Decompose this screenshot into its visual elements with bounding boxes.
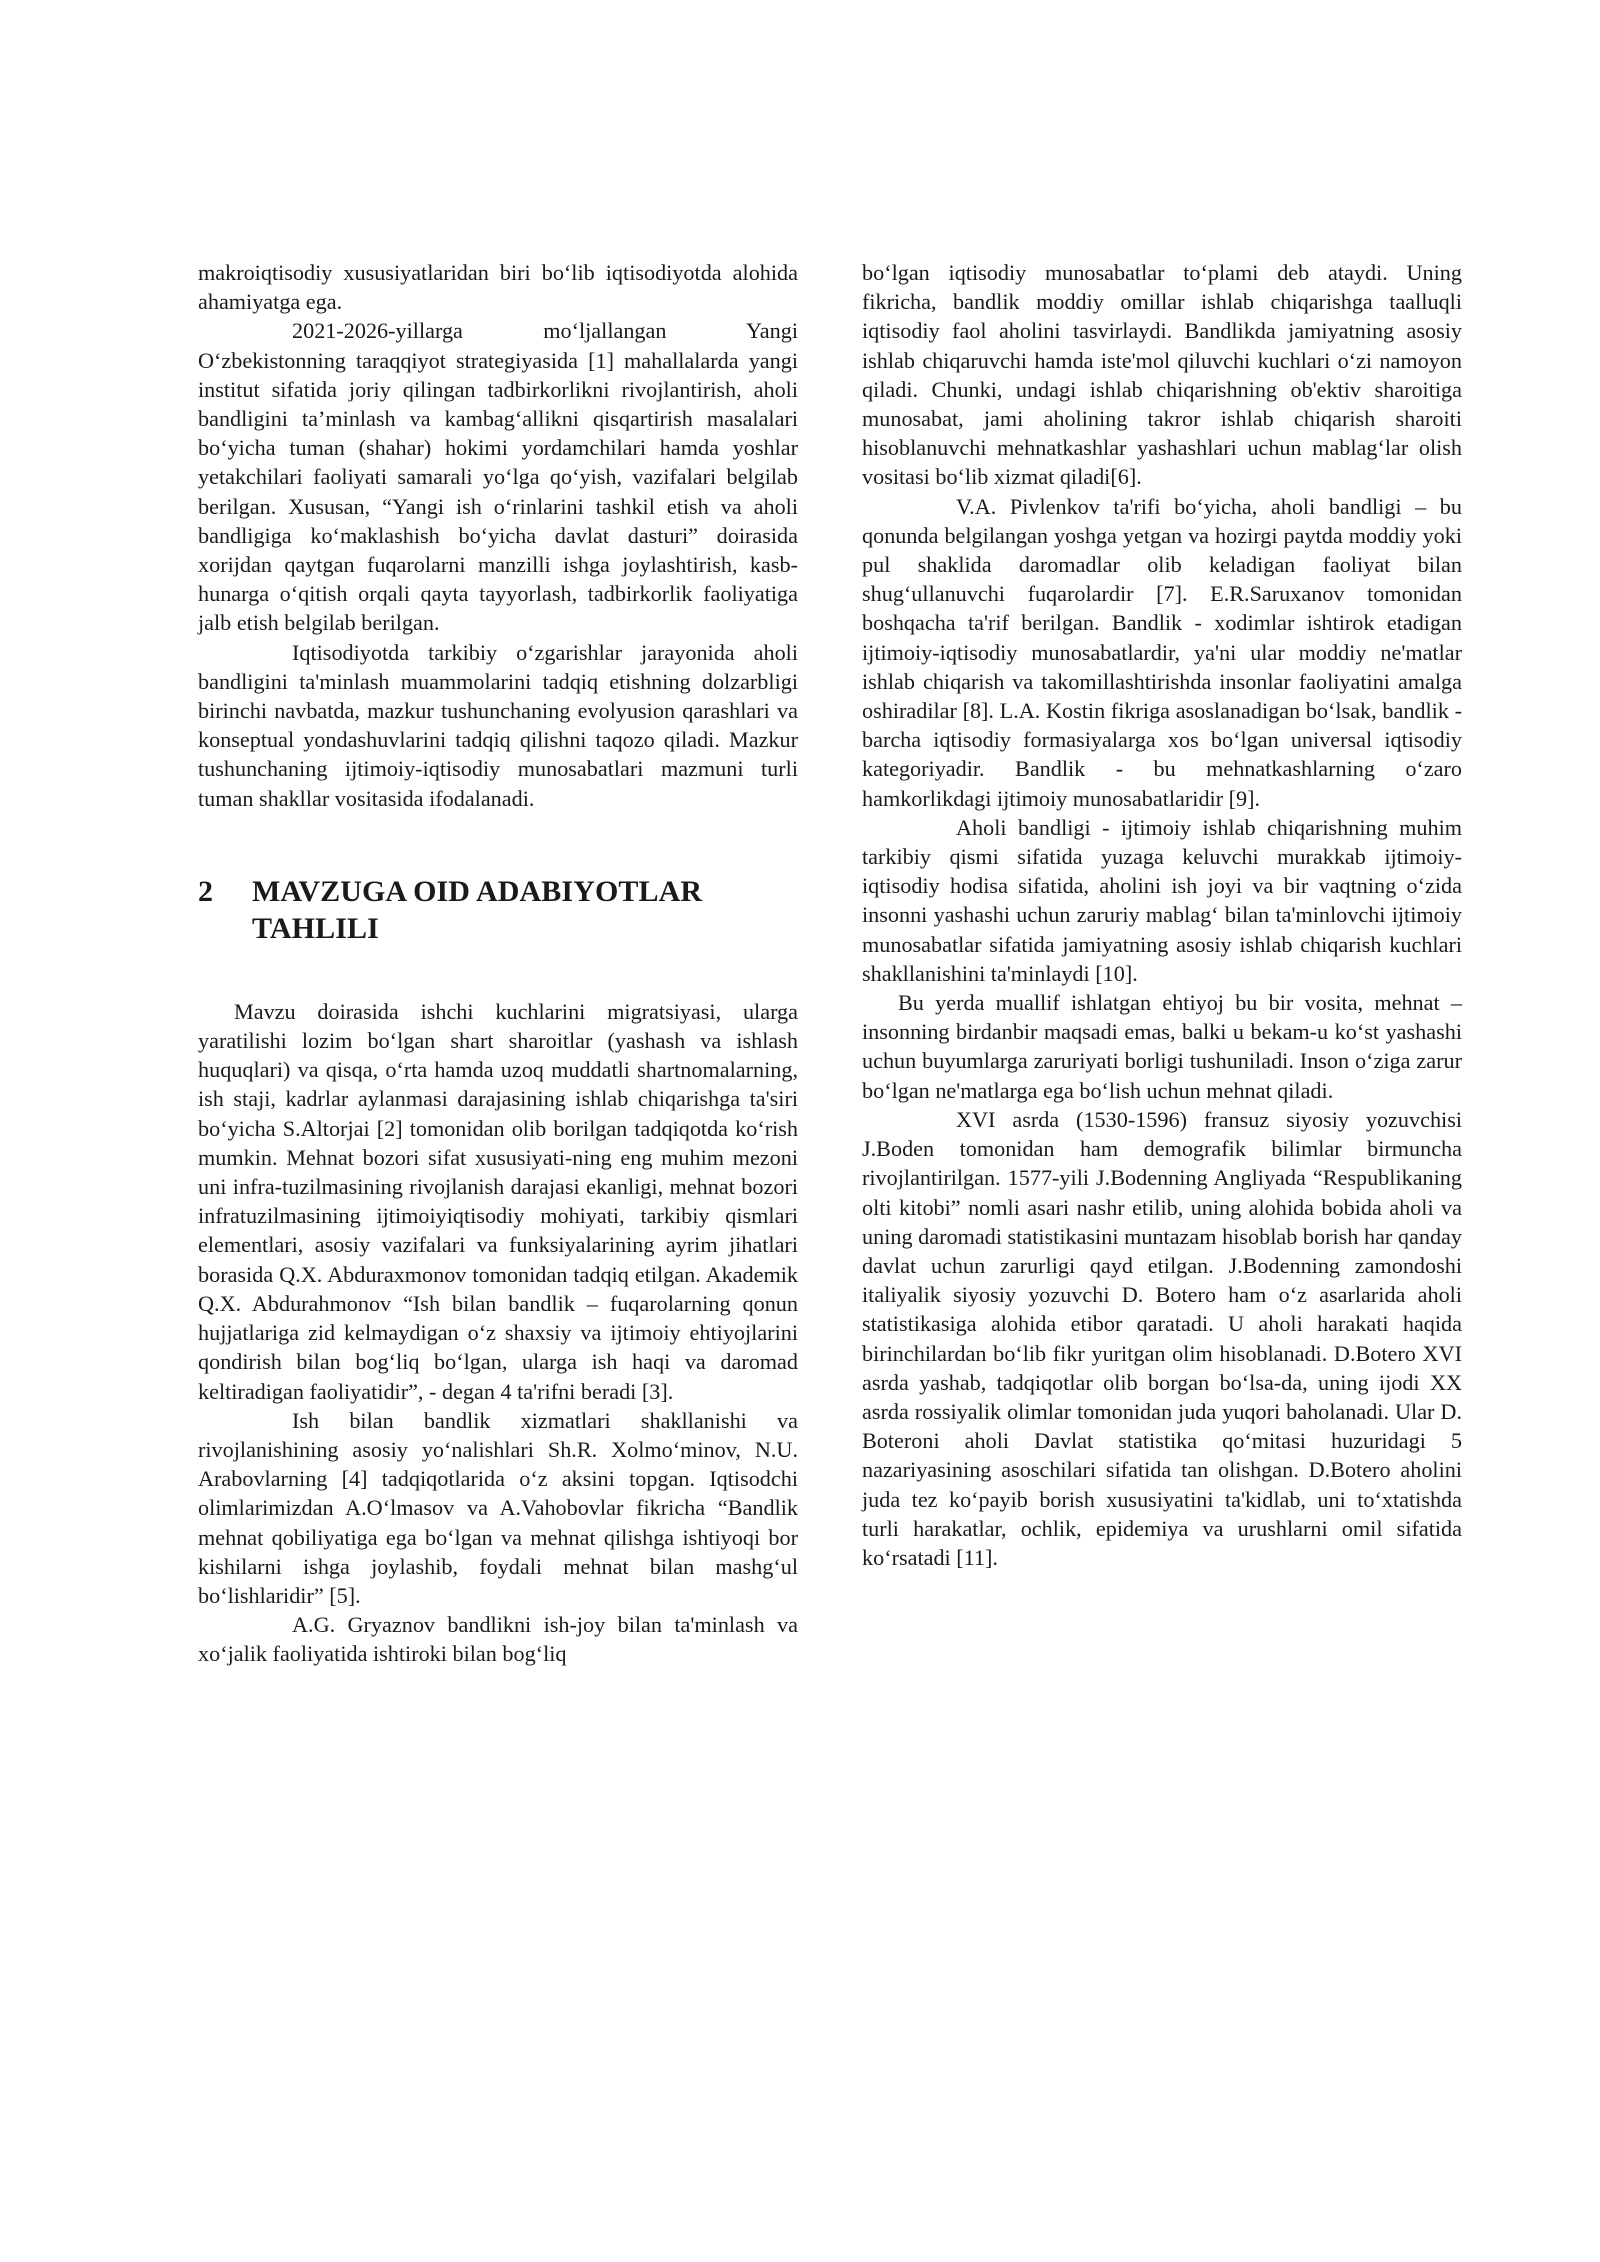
paragraph: bo‘lgan iqtisodiy munosabatlar to‘plami deb ataydi. Uning fikricha, bandlik moddiy omillar ishlab chiqarishga taalluqli iqtisodiy faol aholini tasvirlaydi. Bandlikda jamiyatning asosiy ishlab chiqaruvchi hamda iste'mol qiluvchi kuchlari o‘zi namoyon qiladi. Chunki, undagi ishlab chiqarishning ob'ektiv sharoitiga munosabat, jami aholining takror ishlab chiqarish sharoiti hisoblanuvchi mehnatkashlar yashashlari uchun mablag‘lar olish vositasi bo‘lib xizmat qiladi[6]. xyxy=(862,260,1462,490)
paragraph: 2021-2026-yillarga mo‘ljallangan Yangi O‘zbekistonning taraqqiyot strategiyasida [1] mahallalarda yangi institut sifatida joriy qilingan tadbirkorlikni rivojlantirish, aholi bandligini ta’minlash va kambag‘allikni qisqartirish masalalari bo‘yicha tuman (shahar) hokimi yordamchilari hamda yoshlar yetakchilari faoliyati samarali yo‘lga qo‘yish, vazifalari belgilab berilgan. Xususan, “Yangi ish o‘rinlarini tashkil etish va aholi bandligiga ko‘maklashish bo‘yicha davlat dasturi” doirasida xorijdan qaytgan fuqarolarni manzilli ishga joylashtirish, kasb-hunarga o‘qitish orqali qayta tayyorlash, tadbirkorlik faoliyatiga jalb etish belgilab berilgan. xyxy=(198,318,798,636)
paragraph: V.A. Pivlenkov ta'rifi bo‘yicha, aholi bandligi – bu qonunda belgilangan yoshga yetgan va hozirgi paytda moddiy yoki pul shaklida daromadlar olib keladigan faoliyat bilan shug‘ullanuvchi fuqarolardir [7]. E.R.Saruxanov tomonidan boshqacha ta'rif berilgan. Bandlik - xodimlar ishtirok etadigan ijtimoiy-iqtisodiy munosabatlardir, ya'ni ular moddiy ne'matlar ishlab chiqarish va takomillashtirishda insonlar faoliyatini amalga oshiradilar [8]. L.A. Kostin fikriga asoslanadigan bo‘lsak, bandlik - barcha iqtisodiy formasiyalarga xos bo‘lgan universal iqtisodiy kategoriyadir. Bandlik - bu mehnatkashlarning o‘zaro hamkorlikdagi ijtimoiy munosabatlaridir [9]. xyxy=(862,493,1462,811)
paragraph: Ish bilan bandlik xizmatlari shakllanishi va rivojlanishining asosiy yo‘nalishlari Sh.R. Xolmo‘minov, N.U. Arabovlarning [4] tadqiqotlarida o‘z aksini topgan. Iqtisodchi olimlarimizdan A.O‘lmasov va A.Vahobovlar fikricha “Bandlik mehnat qobiliyatiga ega bo‘lgan va mehnat qilishga ishtiyoqi bor kishilarni ishga joylashib, foydali mehnat bilan mashg‘ul bo‘lishlaridir” [5]. xyxy=(198,1407,798,1608)
paragraph: Mavzu doirasida ishchi kuchlarini migratsiyasi, ularga yaratilishi lozim bo‘lgan shart sharoitlar (yashash va ishlash huquqlari) va qisqa, o‘rta hamda uzoq muddatli shartnomalarning, ish staji, kadrlar aylanmasi darajasining ishlab chiqarishga ta'siri bo‘yicha S.Altorjai [2] tomonidan olib borilgan tadqiqotda ko‘rish mumkin. Mehnat bozori sifat xususiyati-ning eng muhim mezoni uni infra-tuzilmasining rivojlanish darajasi ekanligi, mehnat bozori infratuzilmasining ijtimoiyiqtisodiy mohiyati, tarkibiy qismlari elementlari, asosiy vazifalari va funksiyalarining ayrim jihatlari borasida Q.X. Abduraxmonov tomonidan tadqiq etilgan. Akademik Q.X. Abdurahmonov “Ish bilan bandlik – fuqarolarning qonun hujjatlariga zid kelmaydigan o‘z shaxsiy va ijtimoiy ehtiyojlarini qondirish bilan bog‘liq bo‘lgan, ularga ish haqi va daromad keltiradigan faoliyatidir”, - degan 4 ta'rifni beradi [3]. xyxy=(198,998,798,1404)
paragraph: Aholi bandligi - ijtimoiy ishlab chiqarishning muhim tarkibiy qismi sifatida yuzaga keluvchi murakkab ijtimoiy-iqtisodiy hodisa sifatida, aholini ish joyi va bir vaqtning o‘zida insonni yashashi uchun zaruriy mablag‘ bilan ta'minlovchi ijtimoiy munosabatlar sifatida jamiyatning asosiy ishlab chiqarish kuchlari shakllanishini ta'minlaydi [10]. xyxy=(862,814,1462,986)
section-title: MAVZUGA OID ADABIYOTLAR TAHLILI xyxy=(252,874,703,945)
paragraph: makroiqtisodiy xususiyatlaridan biri bo‘lib iqtisodiyotda alohida ahamiyatga ega. xyxy=(198,260,798,315)
left-column xyxy=(198,258,798,1669)
paragraph: Iqtisodiyotda tarkibiy o‘zgarishlar jarayonida aholi bandligini ta'minlash muammolarini tadqiq etishning dolzarbligi birinchi navbatda, mazkur tushunchaning evolyusion qarashlari va konseptual yondashuvlarini tadqiq qilishni taqozo qiladi. Mazkur tushunchaning ijtimoiy-iqtisodiy munosabatlari mazmuni turli tuman shakllar vositasida ifodalanadi. xyxy=(198,639,798,811)
paragraph: XVI asrda (1530-1596) fransuz siyosiy yozuvchisi J.Boden tomonidan ham demografik bilimlar birmuncha rivojlantirilgan. 1577-yili J.Bodenning Angliyada “Respublikaning olti kitobi” nomli asari nashr etilib, uning alohida bobida aholi va uning daromadi statistikasini muntazam hisoblab borish har qanday davlat uchun zarurligi qayd etilgan. J.Bodenning zamondoshi italiyalik siyosiy yozuvchi D. Botero ham o‘z asarlarida aholi statistikasiga alohida etibor qaratadi. U aholi harakati haqida birinchilardan bo‘lib fikr yuritgan olim hisoblanadi. D.Botero XVI asrda yashab, tadqiqotlar olib borgan bo‘lsa-da, uning ijodi XX asrda rossiyalik olimlar tomonidan juda yuqori baholanadi. Ular D. Boteroni aholi Davlat statistika qo‘mitasi huzuridagi 5 nazariyasining asoschilari sifatida tan olishgan. D.Botero aholini juda tez ko‘payib borish xususiyatini ta'kidlab, uni to‘xtatishda turli harakatlar, ochlik, epidemiya va urushlarni omil sifatida ko‘rsatadi [11]. xyxy=(862,1106,1462,1570)
right-column xyxy=(862,258,1462,1572)
paragraph: A.G. Gryaznov bandlikni ish-joy bilan ta'minlash va xo‘jalik faoliyatida ishtiroki bilan bog‘liq xyxy=(198,1612,798,1667)
section-heading xyxy=(198,873,798,947)
section-number: 2 xyxy=(198,874,214,908)
paragraph: Bu yerda muallif ishlatgan ehtiyoj bu bir vosita, mehnat – insonning birdanbir maqsadi emas, balki u bekam-u ko‘st yashashi uchun buyumlarga zaruriyati borligi tushuniladi. Inson o‘ziga zarur bo‘lgan ne'matlarga ega bo‘lish uchun mehnat qiladi. xyxy=(862,990,1462,1103)
